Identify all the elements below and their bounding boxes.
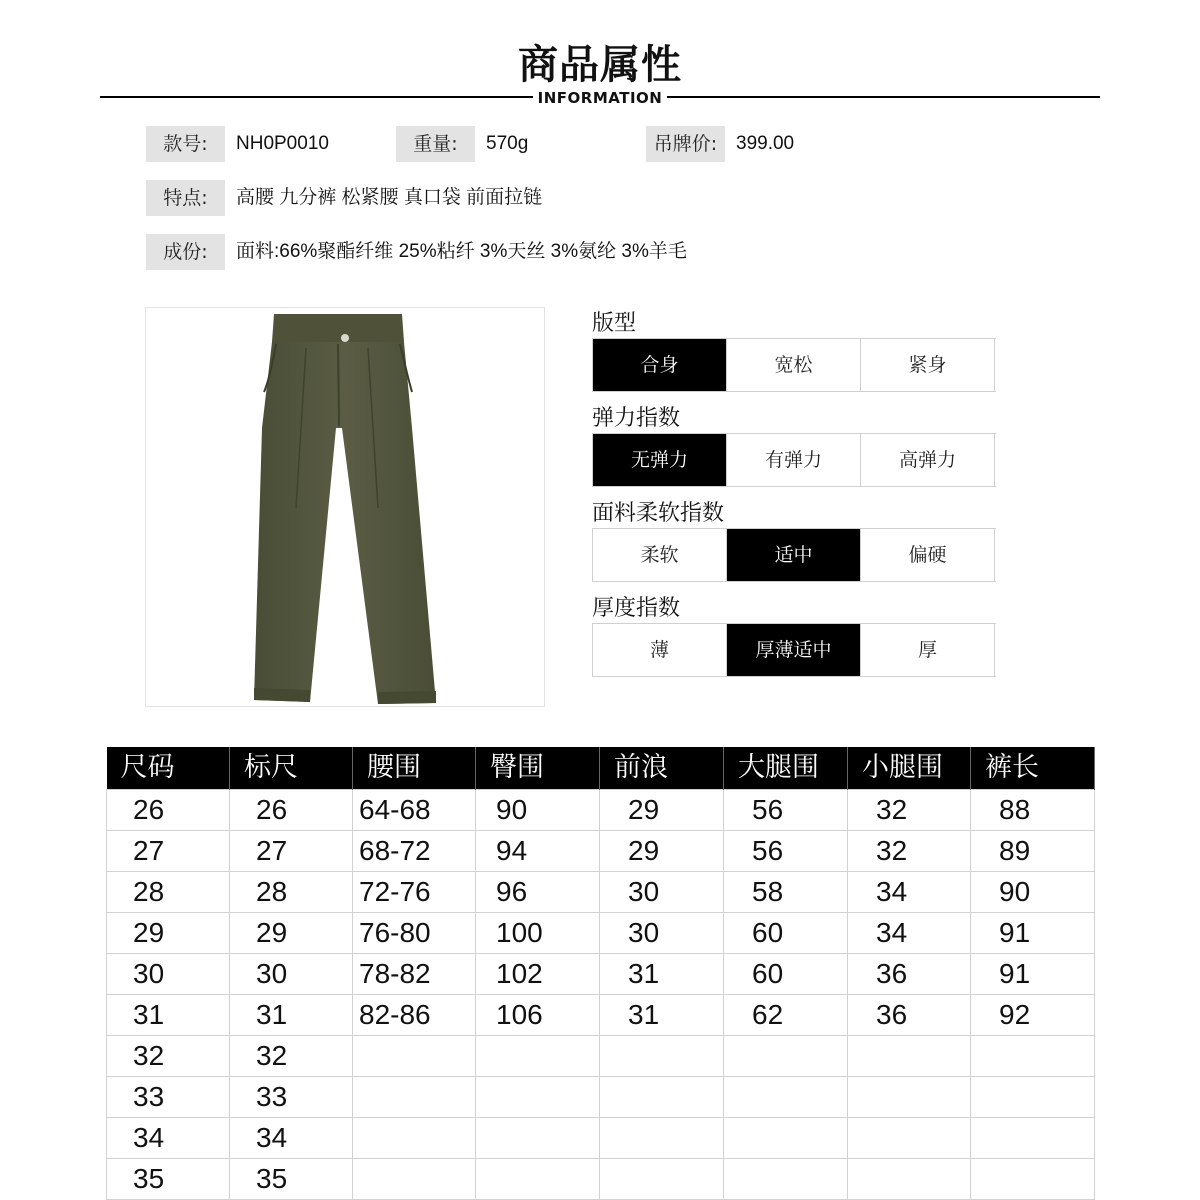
table-cell-value: 62	[752, 999, 784, 1030]
table-cell-value: 33	[256, 1081, 288, 1112]
table-cell	[971, 995, 1095, 1036]
table-cell	[107, 1036, 230, 1077]
table-cell	[724, 995, 848, 1036]
page-subtitle: INFORMATION	[537, 89, 663, 107]
table-cell-value: 26	[256, 794, 288, 825]
table-cell	[600, 1077, 724, 1118]
table-cell-value: 27	[133, 835, 165, 866]
table-cell	[353, 872, 476, 913]
table-cell	[107, 790, 230, 831]
title-rule-left	[100, 96, 533, 98]
table-cell	[724, 1077, 848, 1118]
table-cell-value: 82-86	[359, 999, 431, 1030]
table-cell	[353, 954, 476, 995]
table-cell	[848, 913, 971, 954]
table-cell	[476, 954, 600, 995]
header-calf: 小腿围	[848, 747, 971, 790]
table-cell	[353, 831, 476, 872]
table-cell	[971, 1159, 1095, 1200]
price-label: 吊牌价:	[646, 126, 725, 162]
table-cell-value: 78-82	[359, 958, 431, 989]
table-row	[107, 831, 1095, 872]
table-cell	[848, 1159, 971, 1200]
size-table-header	[107, 747, 1095, 790]
table-cell-value: 28	[133, 876, 165, 907]
table-cell	[724, 831, 848, 872]
table-cell-value: 76-80	[359, 917, 431, 948]
fit-option-loose: 宽松	[727, 339, 861, 391]
table-cell	[724, 954, 848, 995]
table-cell-value: 31	[628, 958, 660, 989]
table-cell-value: 30	[628, 917, 660, 948]
table-cell-value: 32	[133, 1040, 165, 1071]
table-cell	[107, 872, 230, 913]
table-cell-value: 90	[496, 794, 528, 825]
table-cell	[107, 995, 230, 1036]
table-cell-value: 94	[496, 835, 528, 866]
table-cell	[230, 1036, 353, 1077]
price-value: 399.00	[736, 133, 795, 154]
table-cell-value: 68-72	[359, 835, 431, 866]
table-cell-value: 29	[628, 835, 660, 866]
table-cell	[353, 1159, 476, 1200]
table-cell	[476, 1036, 600, 1077]
table-row	[107, 872, 1095, 913]
table-cell	[230, 954, 353, 995]
table-cell-value: 102	[496, 958, 543, 989]
table-cell-value: 92	[999, 999, 1031, 1030]
table-cell	[230, 872, 353, 913]
thickness-option-thin: 薄	[592, 624, 727, 676]
softness-options	[592, 528, 996, 582]
table-cell	[353, 1118, 476, 1159]
table-cell	[107, 913, 230, 954]
table-cell-value: 29	[628, 794, 660, 825]
table-row	[107, 913, 1095, 954]
table-cell	[600, 790, 724, 831]
table-cell	[971, 1118, 1095, 1159]
table-cell	[971, 913, 1095, 954]
table-cell	[724, 913, 848, 954]
table-cell	[971, 954, 1095, 995]
table-cell	[848, 831, 971, 872]
table-cell	[848, 1036, 971, 1077]
composition-label: 成份:	[146, 234, 225, 270]
table-cell	[476, 1077, 600, 1118]
table-cell	[353, 913, 476, 954]
table-cell-value: 34	[256, 1122, 288, 1153]
table-cell	[724, 1118, 848, 1159]
table-cell	[230, 1118, 353, 1159]
table-cell-value: 35	[256, 1163, 288, 1194]
weight-label: 重量:	[396, 126, 475, 162]
table-cell	[600, 872, 724, 913]
table-cell-value: 30	[256, 958, 288, 989]
table-cell	[353, 790, 476, 831]
table-cell	[476, 995, 600, 1036]
table-cell-value: 33	[133, 1081, 165, 1112]
stretch-options	[592, 433, 996, 487]
table-cell-value: 106	[496, 999, 543, 1030]
table-cell	[724, 790, 848, 831]
table-cell-value: 36	[876, 958, 908, 989]
table-cell	[600, 1159, 724, 1200]
table-cell-value: 34	[133, 1122, 165, 1153]
table-cell	[107, 1077, 230, 1118]
table-cell-value: 56	[752, 835, 784, 866]
table-cell	[476, 913, 600, 954]
table-row	[107, 995, 1095, 1036]
table-cell	[848, 1077, 971, 1118]
table-cell-value: 31	[133, 999, 165, 1030]
table-cell	[848, 995, 971, 1036]
table-cell	[476, 831, 600, 872]
table-cell	[724, 1159, 848, 1200]
table-cell	[971, 831, 1095, 872]
table-cell-value: 60	[752, 958, 784, 989]
table-cell-value: 32	[256, 1040, 288, 1071]
table-cell	[476, 790, 600, 831]
table-cell	[353, 1077, 476, 1118]
table-cell	[848, 1118, 971, 1159]
table-cell	[230, 831, 353, 872]
table-cell	[476, 872, 600, 913]
table-row	[107, 1118, 1095, 1159]
thickness-options	[592, 623, 996, 677]
title-rule-right	[667, 96, 1100, 98]
table-cell	[107, 1159, 230, 1200]
table-cell	[107, 1118, 230, 1159]
table-cell-value: 56	[752, 794, 784, 825]
table-cell	[230, 1159, 353, 1200]
size-table	[106, 747, 1095, 1200]
product-image	[145, 307, 545, 707]
table-cell	[971, 1036, 1095, 1077]
table-cell-value: 90	[999, 876, 1031, 907]
thickness-option-medium: 厚薄适中	[727, 624, 861, 676]
table-cell-value: 72-76	[359, 876, 431, 907]
table-cell-value: 27	[256, 835, 288, 866]
table-cell	[600, 1036, 724, 1077]
fit-title: 版型	[592, 311, 637, 336]
features-label: 特点:	[146, 180, 225, 216]
softness-option-stiff: 偏硬	[861, 529, 995, 581]
table-cell-value: 91	[999, 958, 1031, 989]
table-cell-value: 64-68	[359, 794, 431, 825]
table-cell	[724, 872, 848, 913]
table-cell-value: 91	[999, 917, 1031, 948]
table-cell	[600, 954, 724, 995]
header-hip: 臀围	[476, 747, 600, 790]
table-cell	[230, 913, 353, 954]
table-cell-value: 30	[133, 958, 165, 989]
table-row	[107, 1036, 1095, 1077]
softness-option-medium: 适中	[727, 529, 861, 581]
table-cell	[971, 1077, 1095, 1118]
table-cell-value: 34	[876, 917, 908, 948]
softness-option-soft: 柔软	[592, 529, 727, 581]
stretch-option-none: 无弹力	[592, 434, 727, 486]
table-cell	[848, 872, 971, 913]
header-front-rise: 前浪	[600, 747, 724, 790]
table-cell	[230, 1077, 353, 1118]
table-cell	[848, 790, 971, 831]
table-cell-value: 31	[628, 999, 660, 1030]
weight-value: 570g	[486, 133, 529, 154]
stretch-title: 弹力指数	[592, 406, 681, 431]
table-cell	[107, 954, 230, 995]
table-cell	[971, 872, 1095, 913]
table-cell-value: 29	[256, 917, 288, 948]
header-length: 裤长	[971, 747, 1095, 790]
table-cell-value: 29	[133, 917, 165, 948]
table-cell-value: 60	[752, 917, 784, 948]
table-cell-value: 34	[876, 876, 908, 907]
style-no-value: NH0P0010	[236, 133, 329, 154]
table-cell	[107, 831, 230, 872]
table-row	[107, 1159, 1095, 1200]
table-cell-value: 35	[133, 1163, 165, 1194]
header-thigh: 大腿围	[724, 747, 848, 790]
style-no-label: 款号:	[146, 126, 225, 162]
table-cell-value: 88	[999, 794, 1031, 825]
table-cell-value: 32	[876, 794, 908, 825]
table-cell-value: 30	[628, 876, 660, 907]
table-cell-value: 28	[256, 876, 288, 907]
table-cell-value: 31	[256, 999, 288, 1030]
composition-value: 面料:66%聚酯纤维 25%粘纤 3%天丝 3%氨纶 3%羊毛	[236, 241, 687, 262]
table-cell	[353, 995, 476, 1036]
table-cell-value: 58	[752, 876, 784, 907]
table-cell-value: 96	[496, 876, 528, 907]
thickness-option-thick: 厚	[861, 624, 995, 676]
header-standard: 标尺	[230, 747, 353, 790]
table-cell	[600, 913, 724, 954]
header-waist: 腰围	[353, 747, 476, 790]
stretch-option-some: 有弹力	[727, 434, 861, 486]
table-cell	[476, 1159, 600, 1200]
table-cell	[230, 790, 353, 831]
stretch-option-high: 高弹力	[861, 434, 995, 486]
table-cell	[600, 831, 724, 872]
table-cell	[353, 1036, 476, 1077]
fit-option-tight: 紧身	[861, 339, 995, 391]
fit-option-fitted: 合身	[592, 339, 727, 391]
page-title: 商品属性	[518, 42, 682, 88]
table-cell-value: 100	[496, 917, 543, 948]
header-size: 尺码	[107, 747, 230, 790]
table-cell	[600, 1118, 724, 1159]
table-cell	[724, 1036, 848, 1077]
softness-title: 面料柔软指数	[592, 501, 725, 526]
table-row	[107, 954, 1095, 995]
thickness-title: 厚度指数	[592, 596, 681, 621]
table-cell	[848, 954, 971, 995]
table-row	[107, 790, 1095, 831]
table-row	[107, 1077, 1095, 1118]
table-cell-value: 36	[876, 999, 908, 1030]
table-cell	[476, 1118, 600, 1159]
table-cell-value: 26	[133, 794, 165, 825]
table-cell-value: 32	[876, 835, 908, 866]
table-cell	[971, 790, 1095, 831]
features-value: 高腰 九分裤 松紧腰 真口袋 前面拉链	[236, 187, 543, 208]
table-cell	[600, 995, 724, 1036]
trousers-illustration	[146, 308, 544, 706]
table-cell-value: 89	[999, 835, 1031, 866]
table-cell	[230, 995, 353, 1036]
fit-options	[592, 338, 996, 392]
